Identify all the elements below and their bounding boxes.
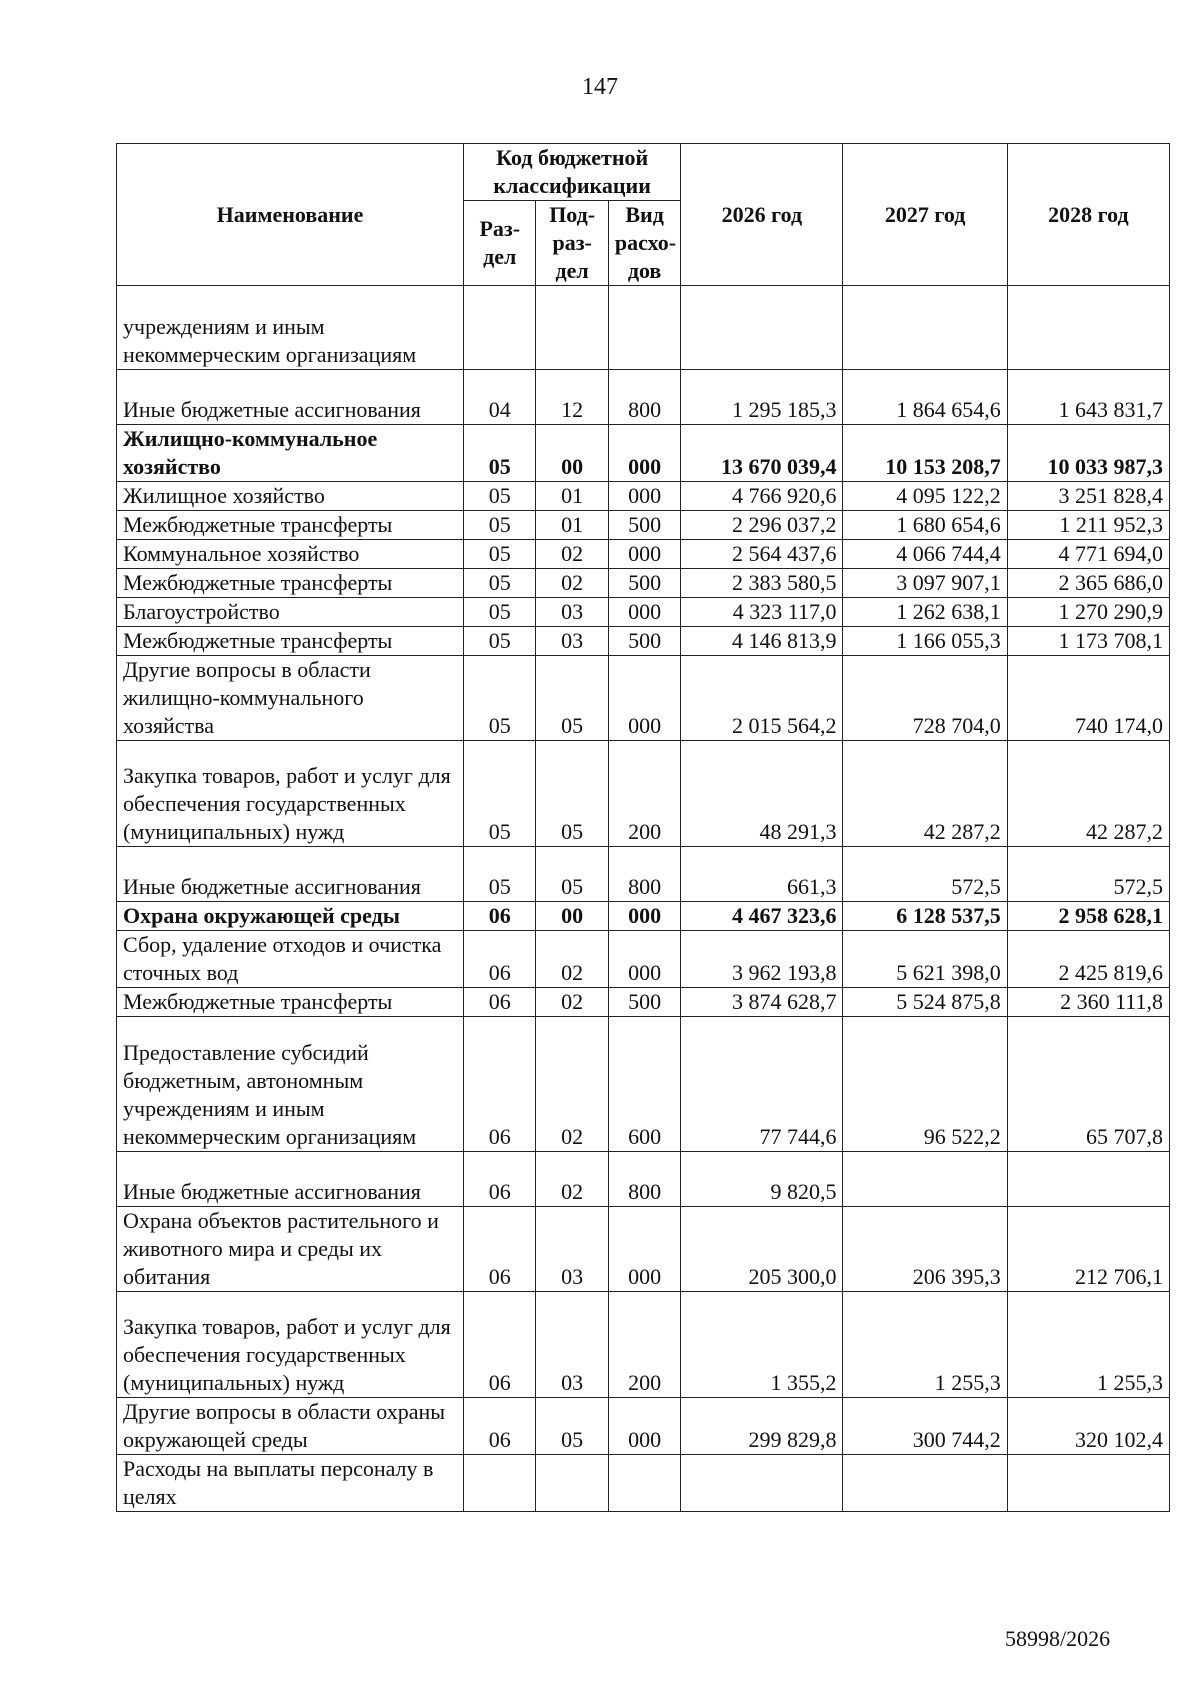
row-value-2026: 2 015 564,2: [681, 656, 843, 741]
row-subsection: [536, 1455, 608, 1512]
table-row: [117, 741, 1170, 847]
table-row: [117, 286, 1170, 370]
table-row: [117, 627, 1170, 656]
row-expense-type: 000: [608, 902, 680, 931]
row-expense-type: 000: [608, 598, 680, 627]
row-expense-type: 000: [608, 931, 680, 988]
row-subsection: 02: [536, 1017, 608, 1152]
row-value-2027: 1 680 654,6: [843, 511, 1007, 540]
row-expense-type: 000: [608, 425, 680, 482]
row-expense-type: 000: [608, 1207, 680, 1292]
row-value-2026: 4 146 813,9: [681, 627, 843, 656]
row-value-2027: 206 395,3: [843, 1207, 1007, 1292]
row-value-2028: 1 211 952,3: [1007, 511, 1169, 540]
row-value-2026: 2 296 037,2: [681, 511, 843, 540]
row-value-2027: 300 744,2: [843, 1398, 1007, 1455]
row-value-2026: 661,3: [681, 847, 843, 902]
row-value-2028: 1 255,3: [1007, 1292, 1169, 1398]
header-year-2027: 2027 год: [843, 144, 1007, 286]
row-section: 06: [464, 1152, 536, 1207]
row-value-2027: [843, 1455, 1007, 1512]
row-name: Другие вопросы в области жилищно-коммунального хозяйства: [117, 656, 464, 741]
row-value-2027: 572,5: [843, 847, 1007, 902]
row-name: Межбюджетные трансферты: [117, 569, 464, 598]
table-row: [117, 598, 1170, 627]
row-subsection: 00: [536, 425, 608, 482]
row-subsection: 01: [536, 511, 608, 540]
row-name: Межбюджетные трансферты: [117, 988, 464, 1017]
row-value-2026: 4 323 117,0: [681, 598, 843, 627]
row-name: Межбюджетные трансферты: [117, 511, 464, 540]
row-subsection: 05: [536, 1398, 608, 1455]
row-name: Охрана объектов растительного и животного мира и среды их обитания: [117, 1207, 464, 1292]
row-value-2028: [1007, 286, 1169, 370]
row-value-2028: 2 360 111,8: [1007, 988, 1169, 1017]
row-subsection: 03: [536, 627, 608, 656]
row-expense-type: 500: [608, 627, 680, 656]
row-value-2026: 2 383 580,5: [681, 569, 843, 598]
row-value-2027: 6 128 537,5: [843, 902, 1007, 931]
row-subsection: 02: [536, 569, 608, 598]
table-row: [117, 1398, 1170, 1455]
row-value-2028: 1 270 290,9: [1007, 598, 1169, 627]
header-section: Раз-дел: [464, 201, 536, 286]
row-value-2026: [681, 286, 843, 370]
row-value-2026: 13 670 039,4: [681, 425, 843, 482]
row-subsection: 12: [536, 370, 608, 425]
table-row: [117, 1152, 1170, 1207]
row-value-2028: 1 643 831,7: [1007, 370, 1169, 425]
row-value-2028: 740 174,0: [1007, 656, 1169, 741]
row-section: 05: [464, 656, 536, 741]
row-name: Сбор, удаление отходов и очистка сточных вод: [117, 931, 464, 988]
row-expense-type: 500: [608, 569, 680, 598]
table-row: [117, 482, 1170, 511]
row-name: Закупка товаров, работ и услуг для обеспечения государственных (муниципальных) нужд: [117, 741, 464, 847]
row-value-2028: 1 173 708,1: [1007, 627, 1169, 656]
row-name: Жилищно-коммунальное хозяйство: [117, 425, 464, 482]
table-row: [117, 370, 1170, 425]
table-row: [117, 656, 1170, 741]
row-value-2027: 10 153 208,7: [843, 425, 1007, 482]
table-row: [117, 1292, 1170, 1398]
row-value-2027: 42 287,2: [843, 741, 1007, 847]
row-expense-type: 200: [608, 741, 680, 847]
row-subsection: [536, 286, 608, 370]
table-row: [117, 540, 1170, 569]
row-section: 06: [464, 1017, 536, 1152]
row-section: 06: [464, 1398, 536, 1455]
row-subsection: 05: [536, 741, 608, 847]
row-value-2026: 9 820,5: [681, 1152, 843, 1207]
row-value-2028: 2 365 686,0: [1007, 569, 1169, 598]
row-value-2028: [1007, 1152, 1169, 1207]
row-value-2026: 1 355,2: [681, 1292, 843, 1398]
budget-table: [116, 143, 1170, 1512]
header-expense-type: Вид расхо-дов: [608, 201, 680, 286]
row-section: 05: [464, 598, 536, 627]
table-body: [117, 286, 1170, 1512]
row-value-2028: 4 771 694,0: [1007, 540, 1169, 569]
table-row: [117, 511, 1170, 540]
row-section: [464, 286, 536, 370]
row-section: 06: [464, 1292, 536, 1398]
row-value-2027: 3 097 907,1: [843, 569, 1007, 598]
header-year-2028: 2028 год: [1007, 144, 1169, 286]
row-value-2028: [1007, 1455, 1169, 1512]
row-name: Благоустройство: [117, 598, 464, 627]
row-name: Иные бюджетные ассигнования: [117, 847, 464, 902]
row-name: Коммунальное хозяйство: [117, 540, 464, 569]
row-value-2027: 5 524 875,8: [843, 988, 1007, 1017]
row-subsection: 02: [536, 988, 608, 1017]
row-value-2027: 1 255,3: [843, 1292, 1007, 1398]
row-value-2026: 299 829,8: [681, 1398, 843, 1455]
row-value-2028: 10 033 987,3: [1007, 425, 1169, 482]
row-section: 04: [464, 370, 536, 425]
row-subsection: 03: [536, 598, 608, 627]
row-subsection: 03: [536, 1207, 608, 1292]
table-row: [117, 569, 1170, 598]
header-code-group: Код бюджетной классификации: [464, 144, 681, 201]
row-value-2027: 1 262 638,1: [843, 598, 1007, 627]
row-section: 06: [464, 988, 536, 1017]
row-value-2027: 4 066 744,4: [843, 540, 1007, 569]
row-name: Предоставление субсидий бюджетным, автономным учреждениям и иным некоммерческим организациям: [117, 1017, 464, 1152]
row-subsection: 02: [536, 540, 608, 569]
row-section: 05: [464, 741, 536, 847]
row-section: 06: [464, 902, 536, 931]
row-value-2026: 205 300,0: [681, 1207, 843, 1292]
row-value-2028: 65 707,8: [1007, 1017, 1169, 1152]
row-section: 06: [464, 1207, 536, 1292]
table-header: [117, 144, 1170, 286]
row-value-2028: 572,5: [1007, 847, 1169, 902]
row-name: Расходы на выплаты персоналу в целях: [117, 1455, 464, 1512]
row-expense-type: 500: [608, 511, 680, 540]
row-expense-type: 000: [608, 482, 680, 511]
row-value-2027: [843, 286, 1007, 370]
table-row: [117, 988, 1170, 1017]
row-expense-type: [608, 1455, 680, 1512]
row-subsection: 00: [536, 902, 608, 931]
row-expense-type: 000: [608, 1398, 680, 1455]
row-expense-type: 800: [608, 1152, 680, 1207]
row-subsection: 02: [536, 931, 608, 988]
table-row: [117, 1017, 1170, 1152]
row-name: Иные бюджетные ассигнования: [117, 1152, 464, 1207]
row-section: 05: [464, 482, 536, 511]
table-row: [117, 931, 1170, 988]
row-subsection: 05: [536, 656, 608, 741]
document-id: 58998/2026: [1005, 1626, 1111, 1651]
row-expense-type: 000: [608, 656, 680, 741]
header-subsection: Под-раз-дел: [536, 201, 608, 286]
header-name: Наименование: [117, 144, 464, 286]
row-expense-type: 500: [608, 988, 680, 1017]
table-row: [117, 1455, 1170, 1512]
row-name: Охрана окружающей среды: [117, 902, 464, 931]
row-value-2026: 2 564 437,6: [681, 540, 843, 569]
row-value-2027: [843, 1152, 1007, 1207]
page-number: 147: [582, 74, 618, 100]
row-value-2026: 77 744,6: [681, 1017, 843, 1152]
row-expense-type: 800: [608, 847, 680, 902]
row-subsection: 01: [536, 482, 608, 511]
table-row: [117, 902, 1170, 931]
row-name: Межбюджетные трансферты: [117, 627, 464, 656]
row-name: учреждениям и иным некоммерческим организациям: [117, 286, 464, 370]
row-section: [464, 1455, 536, 1512]
row-value-2027: 728 704,0: [843, 656, 1007, 741]
table-row: [117, 425, 1170, 482]
row-value-2028: 42 287,2: [1007, 741, 1169, 847]
row-value-2026: 3 962 193,8: [681, 931, 843, 988]
row-value-2028: 2 425 819,6: [1007, 931, 1169, 988]
row-subsection: 05: [536, 847, 608, 902]
row-value-2026: 3 874 628,7: [681, 988, 843, 1017]
row-section: 06: [464, 931, 536, 988]
row-value-2026: 4 467 323,6: [681, 902, 843, 931]
row-section: 05: [464, 627, 536, 656]
row-name: Жилищное хозяйство: [117, 482, 464, 511]
row-value-2027: 5 621 398,0: [843, 931, 1007, 988]
row-subsection: 03: [536, 1292, 608, 1398]
row-value-2027: 4 095 122,2: [843, 482, 1007, 511]
row-expense-type: 800: [608, 370, 680, 425]
row-value-2027: 1 864 654,6: [843, 370, 1007, 425]
row-expense-type: 600: [608, 1017, 680, 1152]
row-value-2026: 48 291,3: [681, 741, 843, 847]
row-name: Иные бюджетные ассигнования: [117, 370, 464, 425]
header-year-2026: 2026 год: [681, 144, 843, 286]
row-expense-type: 200: [608, 1292, 680, 1398]
row-name: Другие вопросы в области охраны окружающей среды: [117, 1398, 464, 1455]
row-expense-type: 000: [608, 540, 680, 569]
table-row: [117, 1207, 1170, 1292]
row-section: 05: [464, 511, 536, 540]
row-expense-type: [608, 286, 680, 370]
row-value-2028: 212 706,1: [1007, 1207, 1169, 1292]
row-value-2026: [681, 1455, 843, 1512]
row-subsection: 02: [536, 1152, 608, 1207]
row-value-2028: 2 958 628,1: [1007, 902, 1169, 931]
row-section: 05: [464, 540, 536, 569]
row-value-2028: 320 102,4: [1007, 1398, 1169, 1455]
row-section: 05: [464, 425, 536, 482]
row-section: 05: [464, 847, 536, 902]
row-value-2028: 3 251 828,4: [1007, 482, 1169, 511]
row-value-2027: 96 522,2: [843, 1017, 1007, 1152]
row-value-2026: 4 766 920,6: [681, 482, 843, 511]
row-value-2027: 1 166 055,3: [843, 627, 1007, 656]
row-name: Закупка товаров, работ и услуг для обеспечения государственных (муниципальных) нужд: [117, 1292, 464, 1398]
row-section: 05: [464, 569, 536, 598]
table-row: [117, 847, 1170, 902]
row-value-2026: 1 295 185,3: [681, 370, 843, 425]
